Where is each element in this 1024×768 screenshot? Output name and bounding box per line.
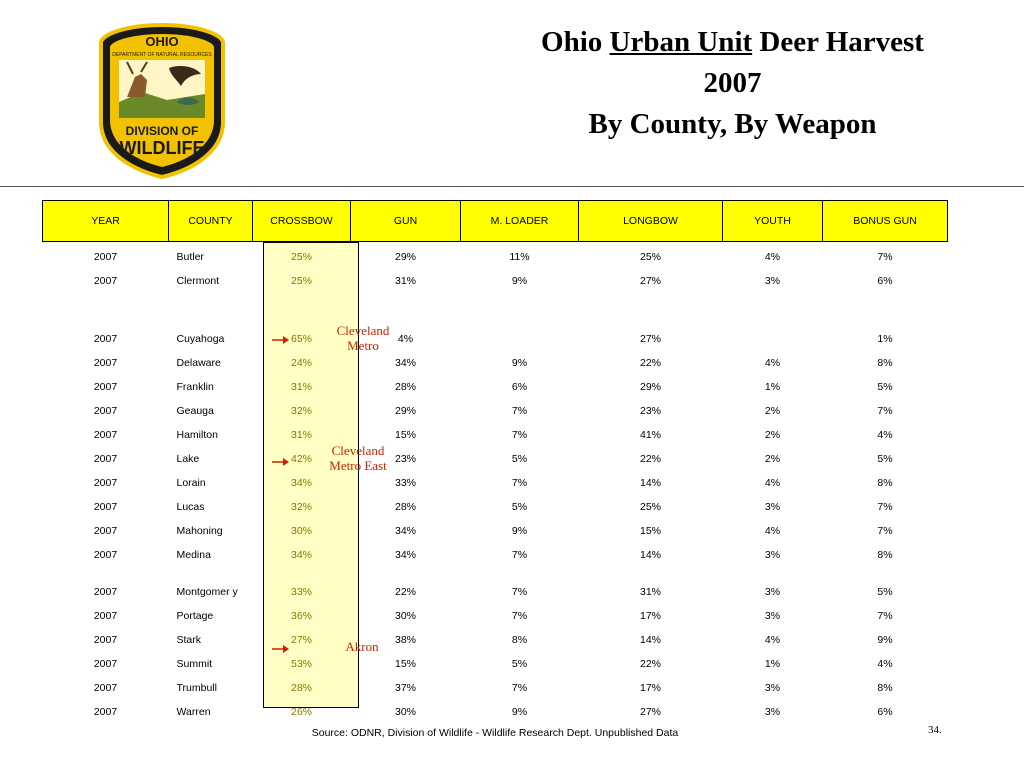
col-header-bonus-gun: BONUS GUN	[823, 201, 948, 242]
cell-gun: 15%	[394, 658, 416, 670]
cell-county: Montgomer y	[176, 586, 238, 598]
cell-youth: 2%	[764, 453, 781, 465]
cell-muzzleloader: 7%	[511, 405, 528, 417]
table-row	[43, 242, 948, 267]
cell-youth: 4%	[764, 525, 781, 537]
cell-longbow: 31%	[639, 586, 661, 598]
logo-top-text: OHIO	[145, 34, 179, 49]
cell-youth: 2%	[764, 429, 781, 441]
cell-bonus-gun: 5%	[877, 453, 893, 465]
arrow-icon	[272, 644, 289, 654]
cell-year: 2007	[93, 610, 118, 622]
cell-year: 2007	[93, 429, 118, 441]
cell-gun: 38%	[394, 634, 416, 646]
cell-longbow: 27%	[639, 333, 661, 345]
cell-county: Summit	[176, 658, 213, 670]
col-header-county: COUNTY	[169, 201, 253, 242]
cell-year: 2007	[93, 251, 118, 263]
annotation-line: Akron	[345, 639, 379, 654]
cell-muzzleloader: 6%	[511, 381, 528, 393]
cell-gun: 34%	[394, 357, 416, 369]
cell-longbow: 25%	[639, 251, 661, 263]
cell-muzzleloader: 5%	[511, 501, 528, 513]
cell-crossbow: 33%	[290, 586, 312, 598]
cell-bonus-gun: 7%	[877, 405, 893, 417]
cell-county: Hamilton	[176, 429, 218, 441]
cell-crossbow: 36%	[290, 610, 312, 622]
cell-gun: 34%	[394, 525, 416, 537]
table-row	[43, 697, 948, 721]
title-prefix: Ohio	[541, 26, 610, 58]
cell-youth: 1%	[764, 381, 781, 393]
division-of-wildlife-logo	[97, 22, 227, 180]
cell-muzzleloader: 7%	[511, 586, 528, 598]
cell-gun: 29%	[394, 251, 416, 263]
table-row	[43, 372, 948, 396]
cell-longbow: 25%	[639, 501, 661, 513]
col-header-longbow: LONGBOW	[579, 201, 723, 242]
cell-county: Clermont	[176, 275, 220, 287]
cell-youth: 4%	[764, 477, 781, 489]
cell-crossbow: 26%	[290, 706, 312, 718]
title-underlined: Urban Unit	[609, 26, 753, 58]
cell-gun: 30%	[394, 706, 416, 718]
table-header-row	[43, 201, 948, 242]
cell-muzzleloader: 9%	[511, 357, 528, 369]
cell-muzzleloader: 7%	[511, 477, 528, 489]
cell-crossbow: 34%	[290, 477, 312, 489]
cell-youth: 4%	[764, 251, 781, 263]
cell-county: Portage	[176, 610, 214, 622]
cell-longbow: 22%	[639, 357, 661, 369]
cell-bonus-gun: 5%	[877, 586, 893, 598]
cell-longbow: 29%	[639, 381, 661, 393]
cell-muzzleloader: 7%	[511, 429, 528, 441]
cell-county: Franklin	[176, 381, 214, 393]
logo-main-text-2: WILDLIFE	[119, 138, 205, 158]
cell-gun: 29%	[394, 405, 416, 417]
cell-bonus-gun: 4%	[877, 658, 893, 670]
cell-bonus-gun: 5%	[877, 381, 893, 393]
cell-longbow: 23%	[639, 405, 661, 417]
cell-county: Stark	[176, 634, 202, 646]
title-suffix: Deer Harvest	[752, 26, 924, 58]
cell-bonus-gun: 7%	[877, 251, 893, 263]
cell-longbow: 27%	[639, 275, 661, 287]
arrow-icon	[272, 335, 289, 345]
cell-youth: 3%	[764, 549, 781, 561]
cell-year: 2007	[93, 658, 118, 670]
cell-county: Medina	[176, 549, 211, 561]
cell-bonus-gun: 8%	[877, 682, 893, 694]
cell-youth: 3%	[764, 610, 781, 622]
col-header-crossbow: CROSSBOW	[253, 201, 351, 242]
cell-year: 2007	[93, 634, 118, 646]
cell-crossbow: 30%	[290, 525, 312, 537]
cell-muzzleloader: 9%	[511, 525, 528, 537]
cell-muzzleloader: 5%	[511, 658, 528, 670]
cell-crossbow: 32%	[290, 501, 312, 513]
cell-crossbow: 42%	[290, 453, 312, 465]
cell-longbow: 14%	[639, 549, 661, 561]
cell-longbow: 15%	[639, 525, 661, 537]
cell-year: 2007	[93, 682, 118, 694]
cell-gun: 31%	[394, 275, 416, 287]
table-row	[43, 625, 948, 649]
cell-county: Lorain	[176, 477, 206, 489]
cell-county: Lake	[176, 453, 200, 465]
cell-longbow: 22%	[639, 658, 661, 670]
table-row	[43, 516, 948, 540]
cell-gun: 4%	[397, 333, 414, 345]
cell-gun: 33%	[394, 477, 416, 489]
cell-gun: 22%	[394, 586, 416, 598]
cell-muzzleloader: 7%	[511, 610, 528, 622]
table-row	[43, 492, 948, 516]
cell-bonus-gun: 1%	[877, 333, 893, 345]
cell-gun: 15%	[394, 429, 416, 441]
cell-bonus-gun: 7%	[877, 610, 893, 622]
cell-muzzleloader: 11%	[509, 251, 530, 263]
annotation-akron	[336, 639, 388, 654]
cell-longbow: 27%	[639, 706, 661, 718]
annotation-cleveland-metro-east	[322, 443, 394, 473]
cell-youth: 3%	[764, 682, 781, 694]
table-row	[43, 396, 948, 420]
cell-county: Mahoning	[176, 525, 223, 537]
title-line-2: 2007	[703, 67, 762, 99]
annotation-line: Cleveland	[336, 323, 390, 338]
cell-bonus-gun: 8%	[877, 549, 893, 561]
cell-year: 2007	[93, 586, 118, 598]
annotation-line: Cleveland	[331, 443, 385, 458]
cell-muzzleloader: 5%	[511, 453, 528, 465]
table-row	[43, 564, 948, 601]
cell-bonus-gun: 6%	[877, 275, 893, 287]
cell-crossbow: 34%	[290, 549, 312, 561]
cell-county: Delaware	[176, 357, 221, 369]
cell-longbow: 17%	[639, 610, 661, 622]
cell-year: 2007	[93, 706, 118, 718]
logo-main-text-1: DIVISION OF	[125, 124, 199, 138]
cell-longbow: 41%	[639, 429, 661, 441]
cell-crossbow: 32%	[290, 405, 312, 417]
cell-muzzleloader: 9%	[511, 275, 528, 287]
cell-crossbow: 28%	[290, 682, 312, 694]
cell-year: 2007	[93, 357, 118, 369]
cell-longbow: 17%	[639, 682, 661, 694]
cell-muzzleloader: 7%	[511, 682, 528, 694]
cell-youth: 4%	[764, 634, 781, 646]
cell-youth	[723, 290, 823, 348]
cell-crossbow: 25%	[290, 251, 312, 263]
cell-gun: 37%	[394, 682, 416, 694]
table-row	[43, 468, 948, 492]
table-row	[43, 348, 948, 372]
cell-county: Warren	[176, 706, 211, 718]
cell-year: 2007	[93, 501, 118, 513]
cell-year: 2007	[93, 333, 118, 345]
cell-year: 2007	[93, 549, 118, 561]
source-note: Source: ODNR, Division of Wildlife - Wildlife Research Dept. Unpublished Data	[311, 727, 679, 739]
cell-county: Trumbull	[176, 682, 217, 694]
cell-year: 2007	[93, 477, 118, 489]
table-row	[43, 540, 948, 564]
cell-longbow: 14%	[639, 634, 661, 646]
annotation-cleveland-metro	[330, 323, 396, 353]
cell-youth: 3%	[764, 706, 781, 718]
table-row	[43, 290, 948, 348]
cell-county: Cuyahoga	[176, 333, 225, 345]
table-body	[43, 242, 948, 722]
col-header-gun: GUN	[351, 201, 461, 242]
cell-muzzleloader	[461, 290, 579, 348]
cell-youth: 3%	[764, 586, 781, 598]
cell-youth: 1%	[764, 658, 781, 670]
table-row	[43, 649, 948, 673]
cell-crossbow: 31%	[290, 381, 312, 393]
table-row	[43, 266, 948, 290]
cell-year: 2007	[93, 381, 118, 393]
col-header-year: YEAR	[43, 201, 169, 242]
cell-bonus-gun: 6%	[877, 706, 893, 718]
cell-bonus-gun: 8%	[877, 477, 893, 489]
cell-youth: 2%	[764, 405, 781, 417]
page-title	[480, 22, 985, 145]
page-number: 34.	[928, 724, 942, 736]
title-line-1	[480, 22, 985, 63]
cell-crossbow: 27%	[290, 634, 312, 646]
cell-crossbow: 25%	[290, 275, 312, 287]
cell-bonus-gun: 8%	[877, 357, 893, 369]
table-row	[43, 673, 948, 697]
cell-year: 2007	[93, 275, 118, 287]
cell-year: 2007	[93, 453, 118, 465]
cell-county: Butler	[176, 251, 204, 263]
cell-bonus-gun: 9%	[877, 634, 893, 646]
cell-crossbow: 53%	[290, 658, 312, 670]
cell-bonus-gun: 4%	[877, 429, 893, 441]
annotation-line: Metro	[347, 338, 379, 353]
col-header-youth: YOUTH	[723, 201, 823, 242]
arrow-icon	[272, 457, 289, 467]
title-line-3: By County, By Weapon	[588, 108, 877, 140]
cell-gun: 28%	[394, 501, 416, 513]
cell-longbow: 22%	[639, 453, 661, 465]
harvest-table	[42, 200, 948, 721]
cell-county: Geauga	[176, 405, 214, 417]
cell-gun: 34%	[394, 549, 416, 561]
cell-gun: 23%	[394, 453, 416, 465]
cell-muzzleloader: 8%	[511, 634, 528, 646]
col-header-muzzleloader: M. LOADER	[461, 201, 579, 242]
cell-muzzleloader: 7%	[511, 549, 528, 561]
cell-county: Lucas	[176, 501, 205, 513]
cell-crossbow: 31%	[290, 429, 312, 441]
cell-muzzleloader: 9%	[511, 706, 528, 718]
logo-ring-text: DEPARTMENT OF NATURAL RESOURCES	[112, 52, 212, 58]
cell-gun: 28%	[394, 381, 416, 393]
cell-longbow: 14%	[639, 477, 661, 489]
cell-crossbow: 65%	[290, 333, 312, 345]
annotation-line: Metro East	[329, 458, 387, 473]
table-row	[43, 420, 948, 444]
table-row	[43, 601, 948, 625]
harvest-table-container	[42, 200, 947, 721]
cell-youth: 3%	[764, 275, 781, 287]
table-row	[43, 444, 948, 468]
cell-youth: 3%	[764, 501, 781, 513]
cell-year: 2007	[93, 525, 118, 537]
header-divider	[0, 186, 1024, 187]
cell-year: 2007	[93, 405, 118, 417]
cell-gun: 30%	[394, 610, 416, 622]
cell-crossbow: 24%	[290, 357, 312, 369]
cell-bonus-gun: 7%	[877, 525, 893, 537]
cell-bonus-gun: 7%	[877, 501, 893, 513]
cell-youth: 4%	[764, 357, 781, 369]
